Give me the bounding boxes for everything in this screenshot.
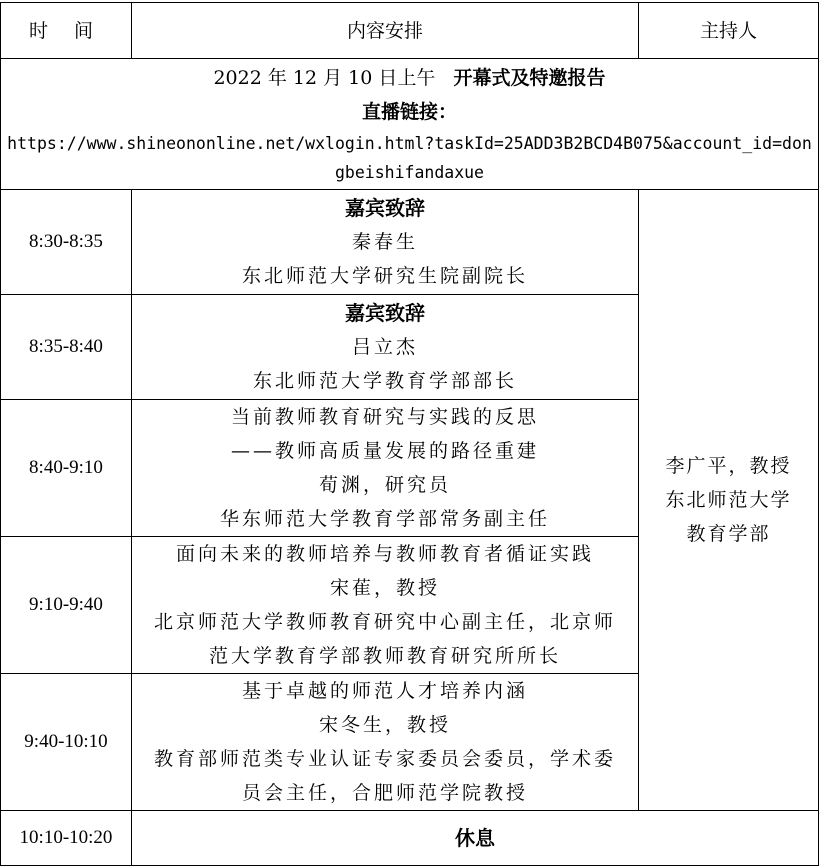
item-title: 当前教师教育研究与实践的反思 (230, 406, 539, 428)
item-speaker: 宋冬生，教授 (318, 714, 451, 736)
item-speaker: 荀渊，研究员 (318, 474, 451, 496)
header-host: 主持人 (639, 3, 819, 59)
live-url[interactable]: https://www.shineononline.net/wxlogin.html?taskId=25ADD3B2BCD4B075&account_id=dongbeishifandaxue (7, 134, 812, 182)
item-title: 嘉宾致辞 (345, 301, 425, 325)
live-label: 直播链接： (361, 101, 457, 123)
content-cell (132, 400, 639, 537)
table-row (1, 811, 819, 866)
host-org: 东北师范大学 (665, 489, 792, 511)
header-time: 时 间 (1, 3, 132, 59)
item-affiliation-cont: 范大学教育学部教师教育研究所所长 (208, 645, 561, 667)
time-cell: 10:10-10:20 (1, 811, 132, 866)
time-cell: 9:10-9:40 (1, 537, 132, 674)
table-row (1, 190, 819, 295)
item-speaker: 秦春生 (351, 231, 418, 253)
host-name: 李广平，教授 (665, 455, 792, 477)
session-date: 2022 年 12 月 10 日上午 (213, 67, 436, 89)
item-subtitle: ——教师高质量发展的路径重建 (230, 440, 539, 462)
break-title: 休息 (455, 826, 495, 850)
time-cell: 8:35-8:40 (1, 295, 132, 400)
time-cell: 9:40-10:10 (1, 674, 132, 811)
header-content: 内容安排 (132, 3, 639, 59)
content-cell (132, 674, 639, 811)
item-speaker: 宋萑，教授 (329, 577, 440, 599)
item-speaker: 吕立杰 (351, 336, 418, 358)
item-affiliation: 东北师范大学研究生院副院长 (241, 265, 528, 287)
item-title: 嘉宾致辞 (345, 196, 425, 220)
session-title: 开幕式及特邀报告 (453, 67, 606, 89)
break-cell (132, 811, 819, 866)
item-affiliation-cont: 员会主任，合肥师范学院教授 (241, 782, 528, 804)
session-heading (5, 61, 814, 95)
session-info (1, 59, 819, 190)
item-affiliation: 东北师范大学教育学部部长 (252, 370, 517, 392)
content-cell (132, 537, 639, 674)
host-cell (639, 190, 819, 811)
item-affiliation: 北京师范大学教师教育研究中心副主任，北京师 (153, 611, 616, 633)
item-affiliation: 华东师范大学教育学部常务副主任 (219, 508, 550, 530)
item-affiliation: 教育部师范类专业认证专家委员会委员，学术委 (153, 748, 616, 770)
item-title: 面向未来的教师培养与教师教育者循证实践 (175, 543, 594, 565)
content-cell (132, 295, 639, 400)
session-row (1, 59, 819, 190)
schedule-table (0, 2, 819, 866)
host-dept: 教育学部 (686, 523, 771, 545)
item-title: 基于卓越的师范人才培养内涵 (241, 680, 528, 702)
time-cell: 8:40-9:10 (1, 400, 132, 537)
header-row (1, 3, 819, 59)
content-cell (132, 190, 639, 295)
time-cell: 8:30-8:35 (1, 190, 132, 295)
